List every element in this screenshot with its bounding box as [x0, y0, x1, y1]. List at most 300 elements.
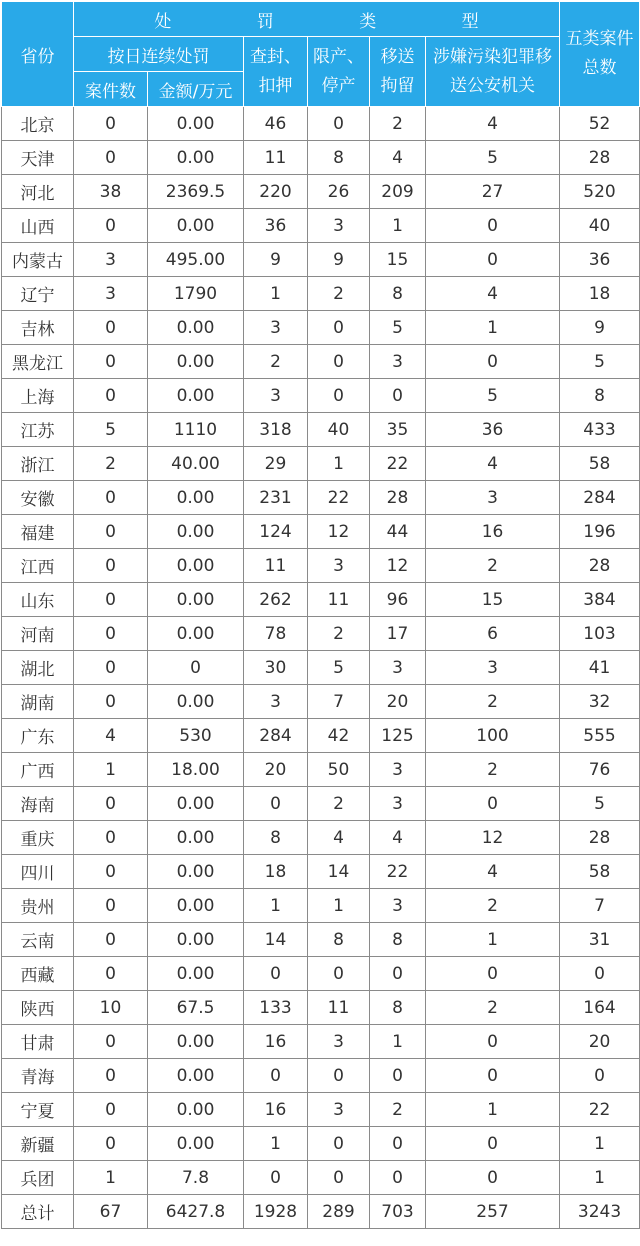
table-row: [2, 787, 640, 821]
total-cell: 58: [560, 855, 640, 889]
seal-cell: 3: [244, 311, 308, 345]
seal-cell: 9: [244, 243, 308, 277]
seal-cell: 1: [244, 889, 308, 923]
limit-cell: 0: [308, 311, 370, 345]
total-cell: 196: [560, 515, 640, 549]
table-row: [2, 209, 640, 243]
header-detain: [370, 37, 426, 107]
amount-cell: 0.00: [148, 957, 244, 991]
amount-cell: 0.00: [148, 821, 244, 855]
seal-cell: 78: [244, 617, 308, 651]
case-count-cell: 0: [74, 515, 148, 549]
detain-cell: 96: [370, 583, 426, 617]
case-count-cell: 0: [74, 1093, 148, 1127]
crime-cell: 0: [426, 209, 560, 243]
amount-cell: 0.00: [148, 209, 244, 243]
crime-cell: 0: [426, 1161, 560, 1195]
header-seal: [244, 37, 308, 107]
amount-cell: 0.00: [148, 481, 244, 515]
amount-cell: 0.00: [148, 583, 244, 617]
seal-cell: 0: [244, 1059, 308, 1093]
crime-cell: 2: [426, 685, 560, 719]
case-count-cell: 0: [74, 651, 148, 685]
table-row: [2, 515, 640, 549]
limit-cell: 11: [308, 991, 370, 1025]
total-case-count-cell: 67: [74, 1195, 148, 1229]
total-cell: 284: [560, 481, 640, 515]
table-row: [2, 481, 640, 515]
limit-cell: 26: [308, 175, 370, 209]
table-row: [2, 821, 640, 855]
seal-cell: 20: [244, 753, 308, 787]
amount-cell: 1110: [148, 413, 244, 447]
seal-cell: 16: [244, 1093, 308, 1127]
seal-cell: 1: [244, 277, 308, 311]
province-cell: 山西: [2, 209, 74, 243]
crime-cell: 0: [426, 1127, 560, 1161]
detain-cell: 125: [370, 719, 426, 753]
seal-cell: 124: [244, 515, 308, 549]
detain-cell: 15: [370, 243, 426, 277]
table-row: [2, 583, 640, 617]
detain-cell: 0: [370, 1059, 426, 1093]
amount-cell: 40.00: [148, 447, 244, 481]
total-cell: 164: [560, 991, 640, 1025]
table-row: [2, 1093, 640, 1127]
detain-cell: 209: [370, 175, 426, 209]
case-count-cell: 0: [74, 617, 148, 651]
amount-cell: 0.00: [148, 1127, 244, 1161]
province-cell: 陕西: [2, 991, 74, 1025]
limit-cell: 3: [308, 1093, 370, 1127]
crime-cell: 36: [426, 413, 560, 447]
province-cell: 广西: [2, 753, 74, 787]
table-row: [2, 991, 640, 1025]
case-count-cell: 0: [74, 821, 148, 855]
header-daily-penalty: 按日连续处罚: [74, 37, 244, 72]
total-cell: 28: [560, 549, 640, 583]
limit-cell: 0: [308, 379, 370, 413]
amount-cell: 530: [148, 719, 244, 753]
seal-cell: 46: [244, 107, 308, 141]
amount-cell: 2369.5: [148, 175, 244, 209]
total-cell: 520: [560, 175, 640, 209]
table-row: [2, 345, 640, 379]
total-cell: 76: [560, 753, 640, 787]
detain-cell: 17: [370, 617, 426, 651]
crime-cell: 4: [426, 855, 560, 889]
crime-cell: 0: [426, 243, 560, 277]
table-row: [2, 617, 640, 651]
limit-cell: 8: [308, 923, 370, 957]
header-amount: 金额/万元: [148, 72, 244, 107]
total-cell: 40: [560, 209, 640, 243]
limit-cell: 11: [308, 583, 370, 617]
case-count-cell: 3: [74, 243, 148, 277]
case-count-cell: 0: [74, 787, 148, 821]
amount-cell: 0.00: [148, 787, 244, 821]
province-cell: 湖南: [2, 685, 74, 719]
table-row: [2, 107, 640, 141]
total-cell: 0: [560, 957, 640, 991]
detain-cell: 4: [370, 821, 426, 855]
amount-cell: 0.00: [148, 855, 244, 889]
province-cell: 福建: [2, 515, 74, 549]
province-cell: 兵团: [2, 1161, 74, 1195]
case-count-cell: 0: [74, 1025, 148, 1059]
case-count-cell: 0: [74, 1059, 148, 1093]
province-cell: 吉林: [2, 311, 74, 345]
province-cell: 黑龙江: [2, 345, 74, 379]
case-count-cell: 0: [74, 685, 148, 719]
detain-cell: 2: [370, 107, 426, 141]
crime-cell: 4: [426, 277, 560, 311]
amount-cell: 0.00: [148, 515, 244, 549]
total-cell: 8: [560, 379, 640, 413]
limit-cell: 22: [308, 481, 370, 515]
table-row: [2, 175, 640, 209]
total-cell: 1: [560, 1127, 640, 1161]
detain-cell: 8: [370, 277, 426, 311]
total-row: [2, 1195, 640, 1229]
province-cell: 重庆: [2, 821, 74, 855]
case-count-cell: 0: [74, 379, 148, 413]
detain-cell: 22: [370, 855, 426, 889]
amount-cell: 0.00: [148, 311, 244, 345]
detain-cell: 22: [370, 447, 426, 481]
header-total-cases: [560, 2, 640, 107]
header-limit: [308, 37, 370, 107]
crime-cell: 2: [426, 753, 560, 787]
seal-cell: 0: [244, 957, 308, 991]
table-row: [2, 923, 640, 957]
limit-cell: 0: [308, 1059, 370, 1093]
penalty-statistics-table: [1, 1, 640, 1229]
crime-cell: 0: [426, 1059, 560, 1093]
limit-cell: 4: [308, 821, 370, 855]
seal-cell: 318: [244, 413, 308, 447]
header-seal-text: 查封、扣押: [250, 46, 301, 96]
province-cell: 新疆: [2, 1127, 74, 1161]
total-cell: 52: [560, 107, 640, 141]
header-case-count: 案件数: [74, 72, 148, 107]
limit-cell: 14: [308, 855, 370, 889]
total-cell: 5: [560, 787, 640, 821]
total-cell: 103: [560, 617, 640, 651]
province-cell: 辽宁: [2, 277, 74, 311]
limit-cell: 40: [308, 413, 370, 447]
total-cell: 22: [560, 1093, 640, 1127]
case-count-cell: 0: [74, 855, 148, 889]
header-crime: [426, 37, 560, 107]
crime-cell: 15: [426, 583, 560, 617]
detain-cell: 8: [370, 923, 426, 957]
case-count-cell: 1: [74, 1161, 148, 1195]
table-row: [2, 1025, 640, 1059]
seal-cell: 3: [244, 379, 308, 413]
detain-cell: 3: [370, 753, 426, 787]
case-count-cell: 10: [74, 991, 148, 1025]
amount-cell: 0: [148, 651, 244, 685]
case-count-cell: 38: [74, 175, 148, 209]
amount-cell: 0.00: [148, 107, 244, 141]
amount-cell: 0.00: [148, 1059, 244, 1093]
province-cell: 江西: [2, 549, 74, 583]
table-header: [2, 2, 640, 107]
crime-cell: 3: [426, 651, 560, 685]
header-province: 省份: [2, 2, 74, 107]
case-count-cell: 0: [74, 481, 148, 515]
limit-cell: 1: [308, 889, 370, 923]
case-count-cell: 0: [74, 957, 148, 991]
total-cell: 384: [560, 583, 640, 617]
detain-cell: 1: [370, 1025, 426, 1059]
table-row: [2, 549, 640, 583]
amount-cell: 0.00: [148, 345, 244, 379]
province-cell: 内蒙古: [2, 243, 74, 277]
limit-cell: 7: [308, 685, 370, 719]
detain-cell: 44: [370, 515, 426, 549]
total-cell: 555: [560, 719, 640, 753]
seal-cell: 284: [244, 719, 308, 753]
amount-cell: 1790: [148, 277, 244, 311]
seal-cell: 30: [244, 651, 308, 685]
seal-cell: 14: [244, 923, 308, 957]
amount-cell: 0.00: [148, 379, 244, 413]
seal-cell: 29: [244, 447, 308, 481]
total-cell: 18: [560, 277, 640, 311]
table-row: [2, 719, 640, 753]
limit-cell: 0: [308, 1127, 370, 1161]
header-limit-text: 限产、停产: [313, 46, 364, 96]
province-cell: 宁夏: [2, 1093, 74, 1127]
total-cell: 36: [560, 243, 640, 277]
detain-cell: 3: [370, 651, 426, 685]
detain-cell: 0: [370, 1161, 426, 1195]
province-cell: 贵州: [2, 889, 74, 923]
case-count-cell: 1: [74, 753, 148, 787]
case-count-cell: 5: [74, 413, 148, 447]
limit-cell: 42: [308, 719, 370, 753]
total-cell: 20: [560, 1025, 640, 1059]
case-count-cell: 0: [74, 549, 148, 583]
detain-cell: 2: [370, 1093, 426, 1127]
total-cell: 32: [560, 685, 640, 719]
amount-cell: 0.00: [148, 889, 244, 923]
crime-cell: 0: [426, 345, 560, 379]
province-cell: 上海: [2, 379, 74, 413]
detain-cell: 12: [370, 549, 426, 583]
province-cell: 北京: [2, 107, 74, 141]
crime-cell: 2: [426, 991, 560, 1025]
crime-cell: 2: [426, 549, 560, 583]
table-row: [2, 447, 640, 481]
total-detain-cell: 703: [370, 1195, 426, 1229]
province-cell: 天津: [2, 141, 74, 175]
detain-cell: 1: [370, 209, 426, 243]
crime-cell: 27: [426, 175, 560, 209]
amount-cell: 67.5: [148, 991, 244, 1025]
province-cell: 浙江: [2, 447, 74, 481]
detain-cell: 0: [370, 957, 426, 991]
limit-cell: 5: [308, 651, 370, 685]
seal-cell: 220: [244, 175, 308, 209]
seal-cell: 16: [244, 1025, 308, 1059]
case-count-cell: 0: [74, 141, 148, 175]
table-row: [2, 753, 640, 787]
table-row: [2, 379, 640, 413]
crime-cell: 0: [426, 787, 560, 821]
seal-cell: 3: [244, 685, 308, 719]
case-count-cell: 0: [74, 209, 148, 243]
seal-cell: 18: [244, 855, 308, 889]
case-count-cell: 0: [74, 583, 148, 617]
crime-cell: 6: [426, 617, 560, 651]
total-limit-cell: 289: [308, 1195, 370, 1229]
seal-cell: 1: [244, 1127, 308, 1161]
detain-cell: 28: [370, 481, 426, 515]
table-row: [2, 141, 640, 175]
province-cell: 湖北: [2, 651, 74, 685]
crime-cell: 2: [426, 889, 560, 923]
table-row: [2, 243, 640, 277]
amount-cell: 0.00: [148, 141, 244, 175]
province-cell: 河北: [2, 175, 74, 209]
detain-cell: 35: [370, 413, 426, 447]
case-count-cell: 3: [74, 277, 148, 311]
province-cell: 海南: [2, 787, 74, 821]
limit-cell: 3: [308, 549, 370, 583]
seal-cell: 231: [244, 481, 308, 515]
table-row: [2, 685, 640, 719]
table-row: [2, 1127, 640, 1161]
detain-cell: 0: [370, 379, 426, 413]
table-row: [2, 277, 640, 311]
crime-cell: 100: [426, 719, 560, 753]
province-cell: 河南: [2, 617, 74, 651]
seal-cell: 11: [244, 141, 308, 175]
case-count-cell: 0: [74, 889, 148, 923]
crime-cell: 0: [426, 1025, 560, 1059]
seal-cell: 133: [244, 991, 308, 1025]
amount-cell: 0.00: [148, 1025, 244, 1059]
amount-cell: 7.8: [148, 1161, 244, 1195]
seal-cell: 2: [244, 345, 308, 379]
crime-cell: 1: [426, 311, 560, 345]
total-cell: 41: [560, 651, 640, 685]
crime-cell: 1: [426, 923, 560, 957]
total-cell: 31: [560, 923, 640, 957]
province-cell: 安徽: [2, 481, 74, 515]
detain-cell: 5: [370, 311, 426, 345]
province-cell: 青海: [2, 1059, 74, 1093]
limit-cell: 0: [308, 107, 370, 141]
province-cell: 江苏: [2, 413, 74, 447]
crime-cell: 5: [426, 379, 560, 413]
crime-cell: 4: [426, 107, 560, 141]
crime-cell: 3: [426, 481, 560, 515]
total-cell: 7: [560, 889, 640, 923]
seal-cell: 11: [244, 549, 308, 583]
total-cell: 5: [560, 345, 640, 379]
case-count-cell: 2: [74, 447, 148, 481]
crime-cell: 16: [426, 515, 560, 549]
limit-cell: 3: [308, 209, 370, 243]
detain-cell: 3: [370, 889, 426, 923]
table-row: [2, 651, 640, 685]
table-row: [2, 889, 640, 923]
amount-cell: 495.00: [148, 243, 244, 277]
province-cell: 山东: [2, 583, 74, 617]
limit-cell: 0: [308, 1161, 370, 1195]
total-cell: 28: [560, 821, 640, 855]
seal-cell: 8: [244, 821, 308, 855]
case-count-cell: 4: [74, 719, 148, 753]
limit-cell: 12: [308, 515, 370, 549]
seal-cell: 262: [244, 583, 308, 617]
total-total-cell: 3243: [560, 1195, 640, 1229]
limit-cell: 50: [308, 753, 370, 787]
limit-cell: 0: [308, 957, 370, 991]
crime-cell: 1: [426, 1093, 560, 1127]
total-seal-cell: 1928: [244, 1195, 308, 1229]
amount-cell: 0.00: [148, 685, 244, 719]
province-cell: 四川: [2, 855, 74, 889]
table-row: [2, 1161, 640, 1195]
case-count-cell: 0: [74, 923, 148, 957]
case-count-cell: 0: [74, 311, 148, 345]
detain-cell: 8: [370, 991, 426, 1025]
detain-cell: 3: [370, 787, 426, 821]
table-body: [2, 107, 640, 1229]
total-cell: 0: [560, 1059, 640, 1093]
table-row: [2, 311, 640, 345]
province-cell: 广东: [2, 719, 74, 753]
amount-cell: 0.00: [148, 617, 244, 651]
case-count-cell: 0: [74, 1127, 148, 1161]
table-row: [2, 855, 640, 889]
province-cell: 甘肃: [2, 1025, 74, 1059]
total-cell: 1: [560, 1161, 640, 1195]
seal-cell: 36: [244, 209, 308, 243]
province-cell: 云南: [2, 923, 74, 957]
header-crime-text: 涉嫌污染犯罪移送公安机关: [433, 46, 553, 96]
detain-cell: 0: [370, 1127, 426, 1161]
crime-cell: 0: [426, 957, 560, 991]
amount-cell: 0.00: [148, 1093, 244, 1127]
amount-cell: 18.00: [148, 753, 244, 787]
limit-cell: 2: [308, 277, 370, 311]
detain-cell: 20: [370, 685, 426, 719]
total-cell: 58: [560, 447, 640, 481]
header-total-text: 五类案件总数: [565, 29, 634, 78]
total-crime-cell: 257: [426, 1195, 560, 1229]
case-count-cell: 0: [74, 345, 148, 379]
total-province-cell: 总计: [2, 1195, 74, 1229]
table-row: [2, 413, 640, 447]
header-detain-text: 移送拘留: [380, 46, 415, 96]
header-penalty-type: 处 罚 类 型: [74, 2, 560, 37]
province-cell: 西藏: [2, 957, 74, 991]
table-row: [2, 1059, 640, 1093]
limit-cell: 8: [308, 141, 370, 175]
total-cell: 9: [560, 311, 640, 345]
crime-cell: 12: [426, 821, 560, 855]
detain-cell: 3: [370, 345, 426, 379]
crime-cell: 5: [426, 141, 560, 175]
limit-cell: 2: [308, 617, 370, 651]
limit-cell: 3: [308, 1025, 370, 1059]
